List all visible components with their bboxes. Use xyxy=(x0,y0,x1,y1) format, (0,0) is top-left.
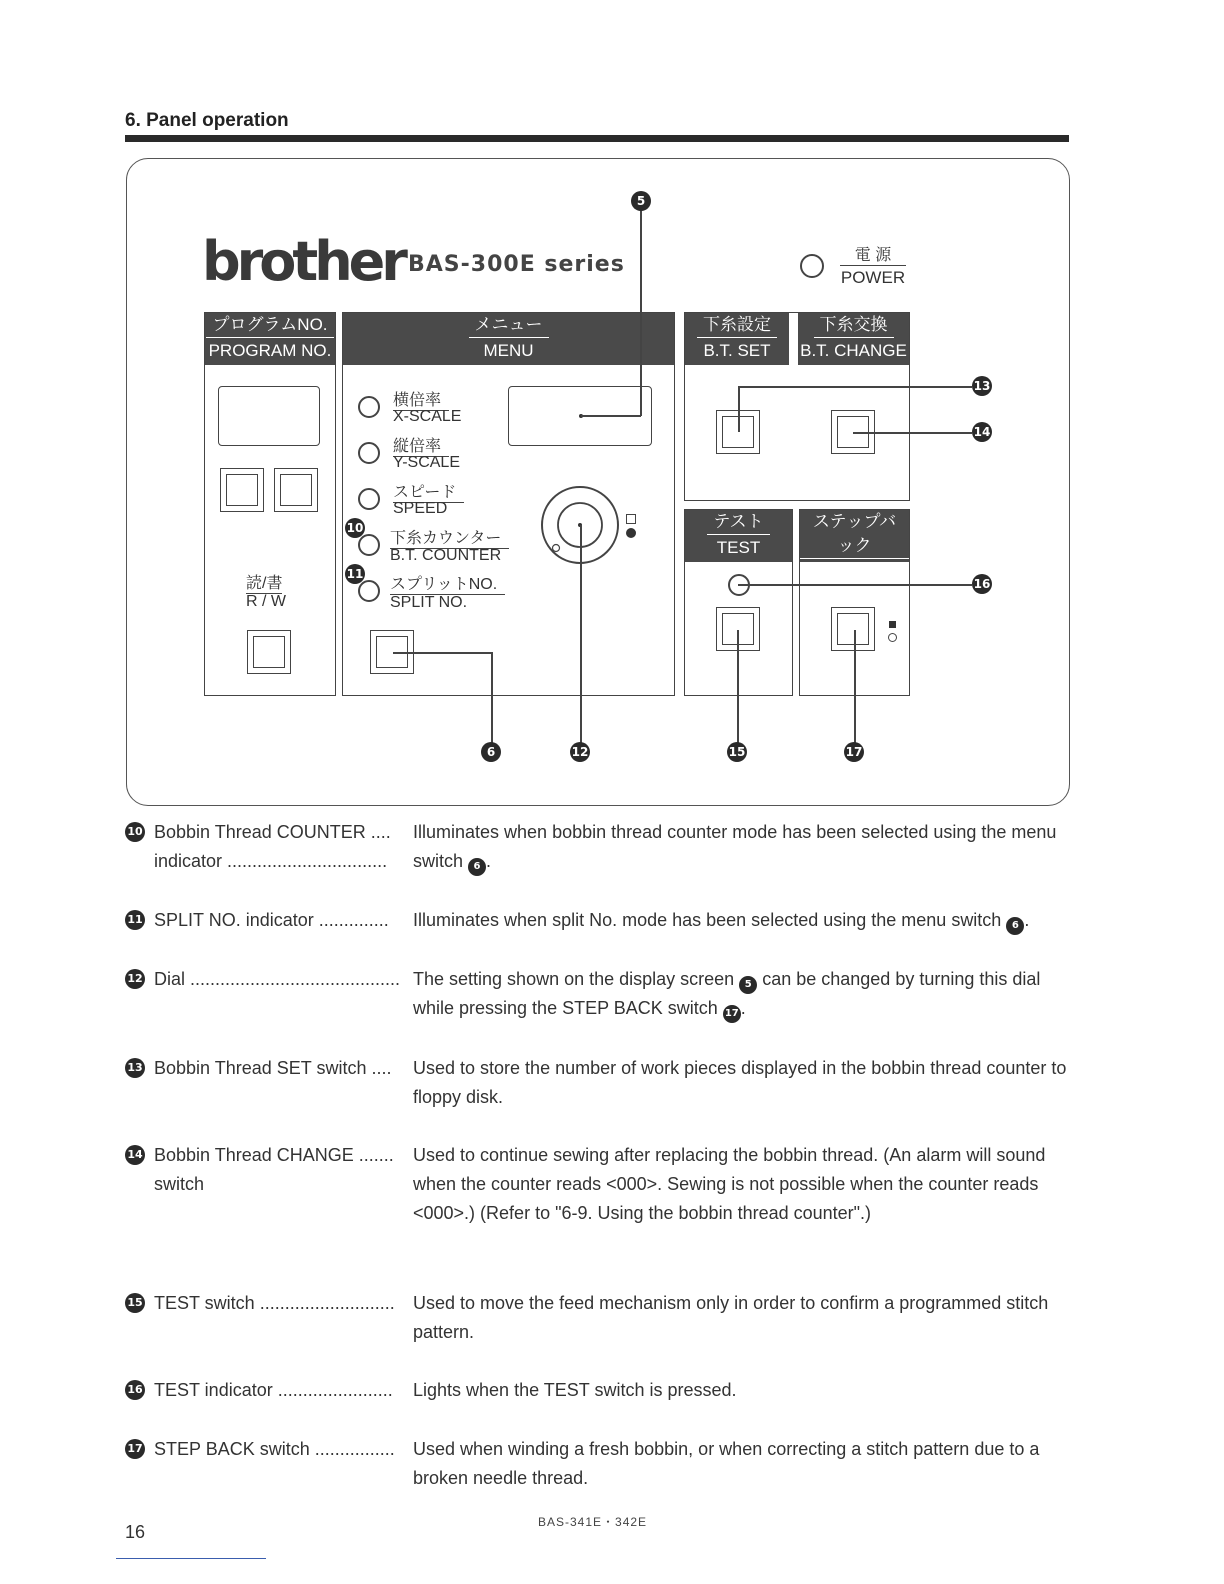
desc-16-term: TEST indicator ....................... xyxy=(154,1380,393,1400)
step-back-switch[interactable] xyxy=(831,607,875,651)
power-indicator-led xyxy=(800,254,824,278)
bt-change-header-en: B.T. CHANGE xyxy=(800,341,907,360)
page-number: 16 xyxy=(125,1522,146,1542)
desc-16-number: 16 xyxy=(125,1380,145,1400)
desc-16-body: Lights when the TEST switch is pressed. xyxy=(413,1380,737,1400)
menu-header-en: MENU xyxy=(483,341,534,360)
leader-5-v xyxy=(640,208,642,416)
leader-12-v xyxy=(580,525,582,744)
step-back-indicator-circle xyxy=(888,633,897,642)
bt-counter-label-en: B.T. COUNTER xyxy=(390,547,502,564)
step-back-header-en: STEP BACK xyxy=(806,562,903,581)
leader-13-h xyxy=(738,386,972,388)
bt-set-header xyxy=(685,313,789,365)
bt-change-header xyxy=(798,313,909,365)
desc-10-body: Illuminates when bobbin thread counter mode has been selected using the menu switch 6 . xyxy=(413,818,1069,876)
rw-switch[interactable] xyxy=(247,630,291,674)
x-scale-led xyxy=(358,396,380,418)
split-no-label-en: SPLIT NO. xyxy=(390,594,468,611)
rw-label-jp: 読/書 xyxy=(246,570,282,594)
ref-6: 6 xyxy=(468,858,486,876)
program-display xyxy=(218,386,320,446)
callout-13: 13 xyxy=(972,376,992,396)
ref-17: 17 xyxy=(723,1005,741,1023)
test-header-en: TEST xyxy=(716,538,761,557)
bt-counter-label-jp: 下糸カウンター xyxy=(390,525,509,549)
desc-11-body: Illuminates when split No. mode has been selected using the menu switch 6 . xyxy=(413,906,1069,935)
desc-14-term: Bobbin Thread CHANGE ....... xyxy=(154,1145,394,1165)
step-back-header xyxy=(800,510,909,581)
program-down-switch[interactable] xyxy=(220,468,264,512)
power-label-jp: 電 源 xyxy=(840,242,906,266)
desc-13-number: 13 xyxy=(125,1058,145,1078)
program-header-en: PROGRAM NO. xyxy=(208,341,332,360)
desc-16 xyxy=(125,1376,1070,1406)
ref-6: 6 xyxy=(1006,917,1024,935)
desc-14-body: Used to continue sewing after replacing the bobbin thread. (An alarm will sound when the counter reads <000>. Sewing is not possible when the counter reads <000>.) (Refer to "6-9. Using the bobbin thread counter".) xyxy=(413,1145,1046,1223)
leader-15-v xyxy=(737,630,739,744)
desc-10-term: Bobbin Thread COUNTER .... xyxy=(154,822,391,842)
split-no-label-jp: スプリットNO. xyxy=(390,571,505,595)
desc-12-body: The setting shown on the display screen 5 can be changed by turning this dial while pressing the STEP BACK switch 17 . xyxy=(413,965,1069,1023)
menu-header-jp: メニュー xyxy=(469,313,549,338)
callout-17: 17 xyxy=(844,742,864,762)
model-code: BAS-341E・342E xyxy=(538,1515,648,1529)
title-rule xyxy=(125,135,1069,142)
step-back-header-jp: ステップバック xyxy=(800,510,909,559)
menu-header xyxy=(343,313,674,365)
leader-14-h xyxy=(853,432,972,434)
desc-11-term: SPLIT NO. indicator .............. xyxy=(154,910,389,930)
bt-change-header-jp: 下糸交換 xyxy=(814,313,894,338)
speed-led xyxy=(358,488,380,510)
speed-label-en: SPEED xyxy=(393,500,448,517)
program-up-switch[interactable] xyxy=(274,468,318,512)
desc-12 xyxy=(125,965,1070,1025)
split-no-led xyxy=(358,580,380,602)
desc-12-term: Dial .......................................... xyxy=(154,969,401,989)
callout-15: 15 xyxy=(727,742,747,762)
desc-14-term2: switch xyxy=(154,1174,205,1194)
footer-underline xyxy=(116,1558,266,1559)
bt-set-header-en: B.T. SET xyxy=(703,341,771,360)
leader-17-v xyxy=(854,630,856,744)
desc-14-number: 14 xyxy=(125,1145,145,1165)
program-header xyxy=(205,313,335,365)
callout-12: 12 xyxy=(570,742,590,762)
x-scale-label-en: X-SCALE xyxy=(393,408,462,425)
desc-17-body: Used when winding a fresh bobbin, or when correcting a stitch pattern due to a broken needle thread. xyxy=(413,1439,1040,1488)
callout-14: 14 xyxy=(972,422,992,442)
leader-13-v xyxy=(738,386,740,432)
x-scale-label-jp: 横倍率 xyxy=(393,387,449,411)
desc-13-term: Bobbin Thread SET switch .... xyxy=(154,1058,392,1078)
callout-16: 16 xyxy=(972,574,992,594)
bt-set-header-jp: 下糸設定 xyxy=(697,313,777,338)
step-back-indicator-square xyxy=(889,621,896,628)
desc-17-number: 17 xyxy=(125,1439,145,1459)
callout-11: 11 xyxy=(345,564,365,584)
dial-mark xyxy=(553,545,560,552)
leader-6-v xyxy=(491,652,493,744)
series-label: BAS-300E series xyxy=(408,252,625,277)
callout-6: 6 xyxy=(481,742,501,762)
leader-16-h xyxy=(738,584,972,586)
dial-indicator-square xyxy=(626,514,636,524)
dial-indicator-dot xyxy=(626,528,636,538)
rw-label-en: R / W xyxy=(246,593,286,610)
desc-11-number: 11 xyxy=(125,910,145,930)
program-header-jp: プログラムNO. xyxy=(206,313,333,338)
desc-13-body: Used to store the number of work pieces displayed in the bobbin thread counter to floppy disk. xyxy=(413,1058,1067,1107)
power-label-en: POWER xyxy=(840,268,906,287)
y-scale-label-jp: 縦倍率 xyxy=(393,433,449,457)
desc-17 xyxy=(125,1435,1070,1495)
bt-counter-led xyxy=(358,534,380,556)
desc-17-term: STEP BACK switch ................ xyxy=(154,1439,395,1459)
speed-label-jp: スピード xyxy=(393,479,464,503)
desc-13 xyxy=(125,1054,1070,1114)
desc-10-term2: indicator ................................ xyxy=(154,851,388,871)
desc-15-body: Used to move the feed mechanism only in order to confirm a programmed stitch pattern. xyxy=(413,1293,1049,1342)
section-title: 6. Panel operation xyxy=(125,110,289,131)
desc-15 xyxy=(125,1289,1070,1349)
brother-logo: brother xyxy=(202,230,404,293)
y-scale-label-en: Y-SCALE xyxy=(393,454,460,471)
callout-10: 10 xyxy=(345,518,365,538)
desc-12-number: 12 xyxy=(125,969,145,989)
desc-14 xyxy=(125,1141,1070,1261)
desc-15-number: 15 xyxy=(125,1293,145,1313)
leader-6-h xyxy=(393,652,491,654)
test-header-jp: テスト xyxy=(707,510,769,535)
desc-11 xyxy=(125,906,1070,936)
callout-5: 5 xyxy=(631,191,651,211)
desc-15-term: TEST switch ........................... xyxy=(154,1293,395,1313)
leader-5-h xyxy=(581,415,641,417)
desc-10-number: 10 xyxy=(125,822,145,842)
desc-10 xyxy=(125,818,1070,878)
ref-5: 5 xyxy=(739,976,757,994)
test-header xyxy=(685,510,792,562)
y-scale-led xyxy=(358,442,380,464)
